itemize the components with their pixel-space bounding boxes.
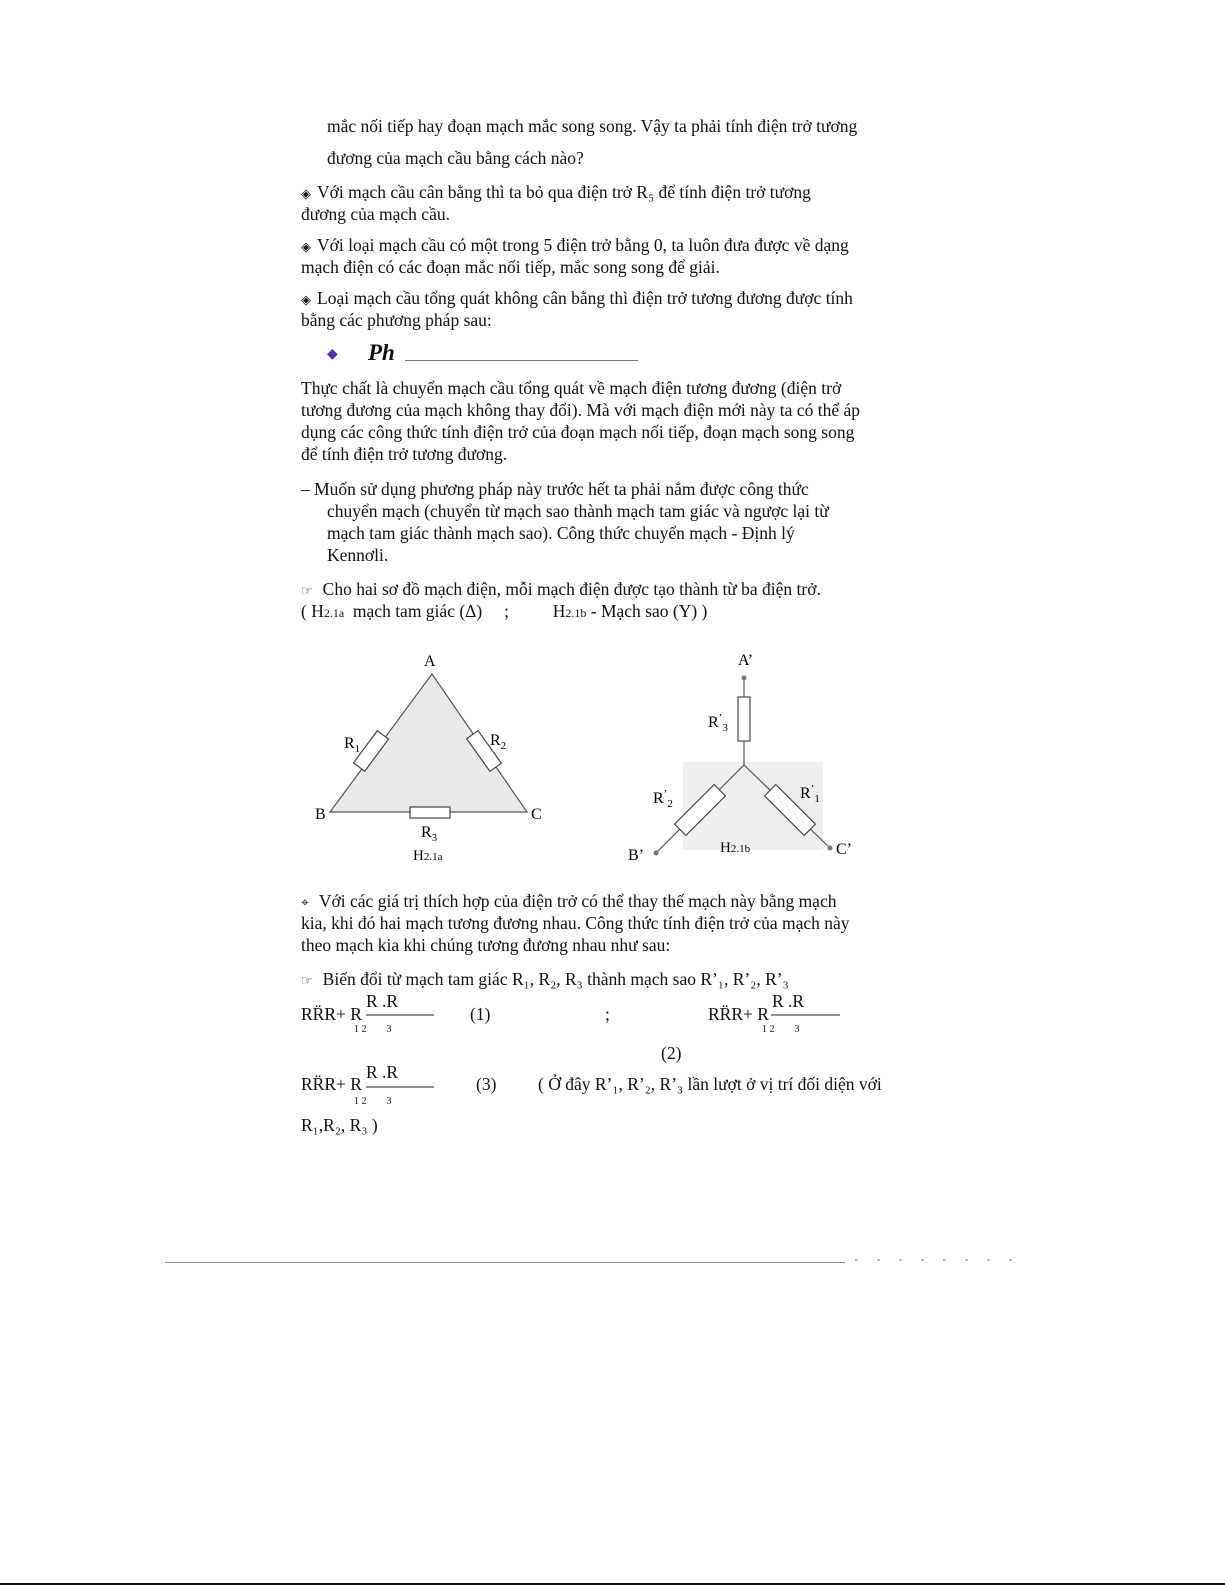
delta-resistor-r3: [410, 807, 450, 818]
formula-2-left: RR̈R+ R: [708, 1004, 769, 1024]
diamond-bullet-icon: ◈: [301, 186, 311, 201]
formula-3-denominator-subs: 1 2 3: [354, 1096, 392, 1107]
section-bullet-icon: ◆: [327, 347, 338, 362]
formula-2-numerator: R .R: [772, 991, 805, 1011]
formula-2-number: (2): [661, 1043, 682, 1063]
formula-2-denominator-subs: 1 2 3: [762, 1024, 800, 1035]
bullet-2-line-2: mạch điện có các đoạn mắc nối tiếp, mắc song song để giải.: [301, 257, 720, 277]
pointer-item-2: [301, 968, 789, 992]
pointer-1-line-1: Cho hai sơ đồ mạch điện, mỗi mạch điện được tạo thành từ ba điện trở.: [322, 579, 821, 599]
intro-line-1: mắc nối tiếp hay đoạn mạch mắc song song. Vậy ta phải tính điện trở tương: [327, 116, 858, 136]
star-node-a: A’: [738, 652, 754, 669]
bullet-3-line-2: bằng các phương pháp sau:: [301, 310, 492, 330]
star-resistor-r3: [738, 697, 750, 741]
para2-line-3: theo mạch kia khi chúng tương đương nhau như sau:: [301, 935, 671, 955]
pointing-hand-icon: ☞: [301, 583, 313, 598]
star-label-r3: $R^’_3$: [708, 712, 728, 734]
dash-item-line-4: Kennơli.: [327, 545, 389, 565]
formula-3-note: ( Ở đây R’₁, R’₂, R’₃ lần lượt ở vị trí đối diện với: [538, 1074, 882, 1094]
dash-item-line-3: mạch tam giác thành mạch sao). Công thức chuyển mạch - Định lý: [327, 523, 795, 543]
pointing-hand-icon: ☞: [301, 973, 313, 988]
paragraph-line-1: Thực chất là chuyển mạch cầu tổng quát về mạch điện tương đương (điện trở: [301, 378, 842, 398]
formula-1-left: RR̈R+ R: [301, 1004, 362, 1024]
delta-label-r3: $R_3$: [421, 824, 438, 844]
star-label-r2: $R^’_2$: [653, 788, 673, 810]
delta-label-r2: $R_2$: [490, 732, 507, 752]
figure-ref-delta-sub: 2.1a: [323, 606, 345, 620]
diamond-bullet-icon: ◈: [301, 292, 311, 307]
section-title: Ph: [368, 340, 395, 365]
pointer-2-text: Biến đổi từ mạch tam giác R₁, R₂, R₃ thành mạch sao R’₁, R’₂, R’₃: [322, 969, 789, 989]
formula-3-note-end: R₁,R₂, R₃ ): [301, 1115, 378, 1135]
figure-ref-delta: ( H: [301, 601, 324, 621]
star-node-c: C’: [836, 841, 852, 858]
diamond-bullet-icon: ◈: [301, 239, 311, 254]
paragraph-line-2: tương đương của mạch không thay đổi). Mà với mạch điện mới này ta có thể áp: [301, 400, 860, 420]
paragraph-line-3: dụng các công thức tính điện trở của đoạn mạch nối tiếp, đoạn mạch song song: [301, 422, 855, 442]
formula-3-left: RR̈R+ R: [301, 1074, 362, 1094]
dash-item-line-1: – Muốn sử dụng phương pháp này trước hết ta phải nắm được công thức: [301, 479, 809, 499]
paragraph-line-4: để tính điện trở tương đương.: [301, 444, 508, 464]
bullet-3-line-1: Loại mạch cầu tổng quát không cân bằng thì điện trở tương đương được tính: [317, 288, 853, 308]
star-caption: H2.1b: [720, 840, 751, 856]
footer-rule: [165, 1262, 845, 1263]
delta-caption: H2.1a: [413, 848, 443, 864]
star-node-b: B’: [628, 847, 644, 864]
formula-1-number: (1): [470, 1004, 491, 1024]
formula-separator: ;: [605, 1004, 610, 1024]
footer-dotted-rule: [855, 1259, 1025, 1261]
para2-line-2: kia, khi đó hai mạch tương đương nhau. Công thức tính điện trở của mạch này: [301, 913, 850, 933]
formula-1-denominator-subs: 1 2 3: [354, 1024, 392, 1035]
bullet-1-line-2: đương của mạch cầu.: [301, 204, 450, 224]
formula-1-numerator: R .R: [366, 991, 399, 1011]
figure-ref-mid: mạch tam giác (Δ) ; H: [344, 601, 566, 621]
formula-3-numerator: R .R: [366, 1062, 399, 1082]
star-label-r1: $R^’_1$: [800, 783, 820, 805]
figure-ref-star: - Mạch sao (Y) ): [586, 601, 708, 621]
delta-node-a: A: [424, 653, 436, 670]
crosshair-bullet-icon: ⌖: [301, 896, 309, 911]
delta-node-c: C: [531, 806, 542, 823]
intro-line-2: đương của mạch cầu bằng cách nào?: [327, 148, 584, 168]
delta-node-b: B: [315, 806, 326, 823]
figure-ref-star-sub: 2.1b: [565, 606, 587, 620]
delta-label-r1: $R_1$: [344, 735, 361, 755]
para2-line-1: Với các giá trị thích hợp của điện trở có thể thay thế mạch này bằng mạch: [318, 891, 837, 911]
bullet-2-line-1: Với loại mạch cầu có một trong 5 điện trở bằng 0, ta luôn đưa được về dạng: [317, 235, 849, 255]
bullet-1-line-1: Với mạch cầu cân bằng thì ta bỏ qua điện trở R₅ để tính điện trở tương: [317, 182, 811, 202]
dash-item-line-2: chuyển mạch (chuyển từ mạch sao thành mạch tam giác và ngược lại từ: [327, 501, 829, 521]
formula-3-number: (3): [476, 1074, 497, 1094]
